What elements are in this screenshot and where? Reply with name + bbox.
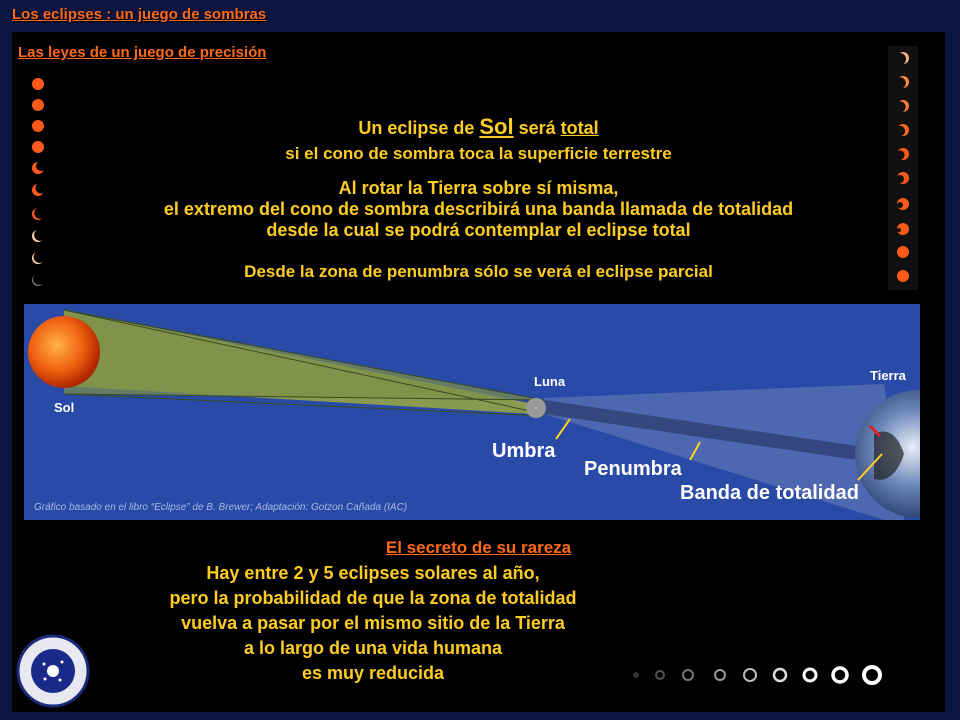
headline-mid: será bbox=[513, 118, 561, 138]
rarity-title: El secreto de su rareza bbox=[385, 538, 572, 557]
sol-link[interactable]: Sol bbox=[479, 114, 514, 139]
eclipse-phases-right-icon bbox=[888, 46, 918, 290]
page-title: Los eclipses : un juego de sombras bbox=[12, 6, 267, 23]
text-line: pero la probabilidad de que la zona de totalidad bbox=[169, 588, 577, 608]
slide-panel bbox=[12, 32, 945, 712]
label-banda-totalidad: Banda de totalidad bbox=[680, 482, 859, 504]
paragraph-rotation bbox=[12, 178, 945, 241]
iac-logo bbox=[16, 634, 90, 708]
eclipse-phase-column-right bbox=[888, 46, 918, 290]
corona-rings-icon bbox=[626, 660, 886, 690]
iac-seal-icon bbox=[16, 634, 90, 708]
total-link[interactable]: total bbox=[560, 118, 599, 138]
eclipse-diagram bbox=[24, 304, 920, 520]
headline bbox=[12, 114, 945, 140]
label-umbra: Umbra bbox=[492, 440, 556, 462]
text-line: desde la cual se podrá contemplar el eclipse total bbox=[266, 220, 691, 240]
label-sol: Sol bbox=[54, 400, 75, 415]
text-line: es muy reducida bbox=[301, 663, 445, 683]
label-penumbra: Penumbra bbox=[584, 458, 682, 480]
text-line: Al rotar la Tierra sobre sí misma, bbox=[338, 178, 619, 198]
section-title: Las leyes de un juego de precisión bbox=[18, 44, 267, 61]
label-tierra: Tierra bbox=[870, 368, 906, 383]
text-line: a lo largo de una vida humana bbox=[243, 638, 503, 658]
text-line: Hay entre 2 y 5 eclipses solares al año, bbox=[206, 563, 540, 583]
penumbra-note: Desde la zona de penumbra sólo se verá el eclipse parcial bbox=[244, 262, 713, 281]
text-line: vuelva a pasar por el mismo sitio de la Tierra bbox=[181, 613, 565, 633]
text-line: el extremo del cono de sombra describirá una banda llamada de totalidad bbox=[163, 199, 794, 219]
diagram-credit: Gráfico basado en el libro “Eclipse” de B. Brewer; Adaptación: Gotzon Cañada (IAC) bbox=[34, 502, 408, 513]
eclipse-rings-sequence bbox=[626, 660, 886, 690]
headline-pre: Un eclipse de bbox=[358, 118, 480, 138]
headline-sub: si el cono de sombra toca la superficie terrestre bbox=[285, 144, 672, 163]
label-luna: Luna bbox=[534, 374, 566, 389]
